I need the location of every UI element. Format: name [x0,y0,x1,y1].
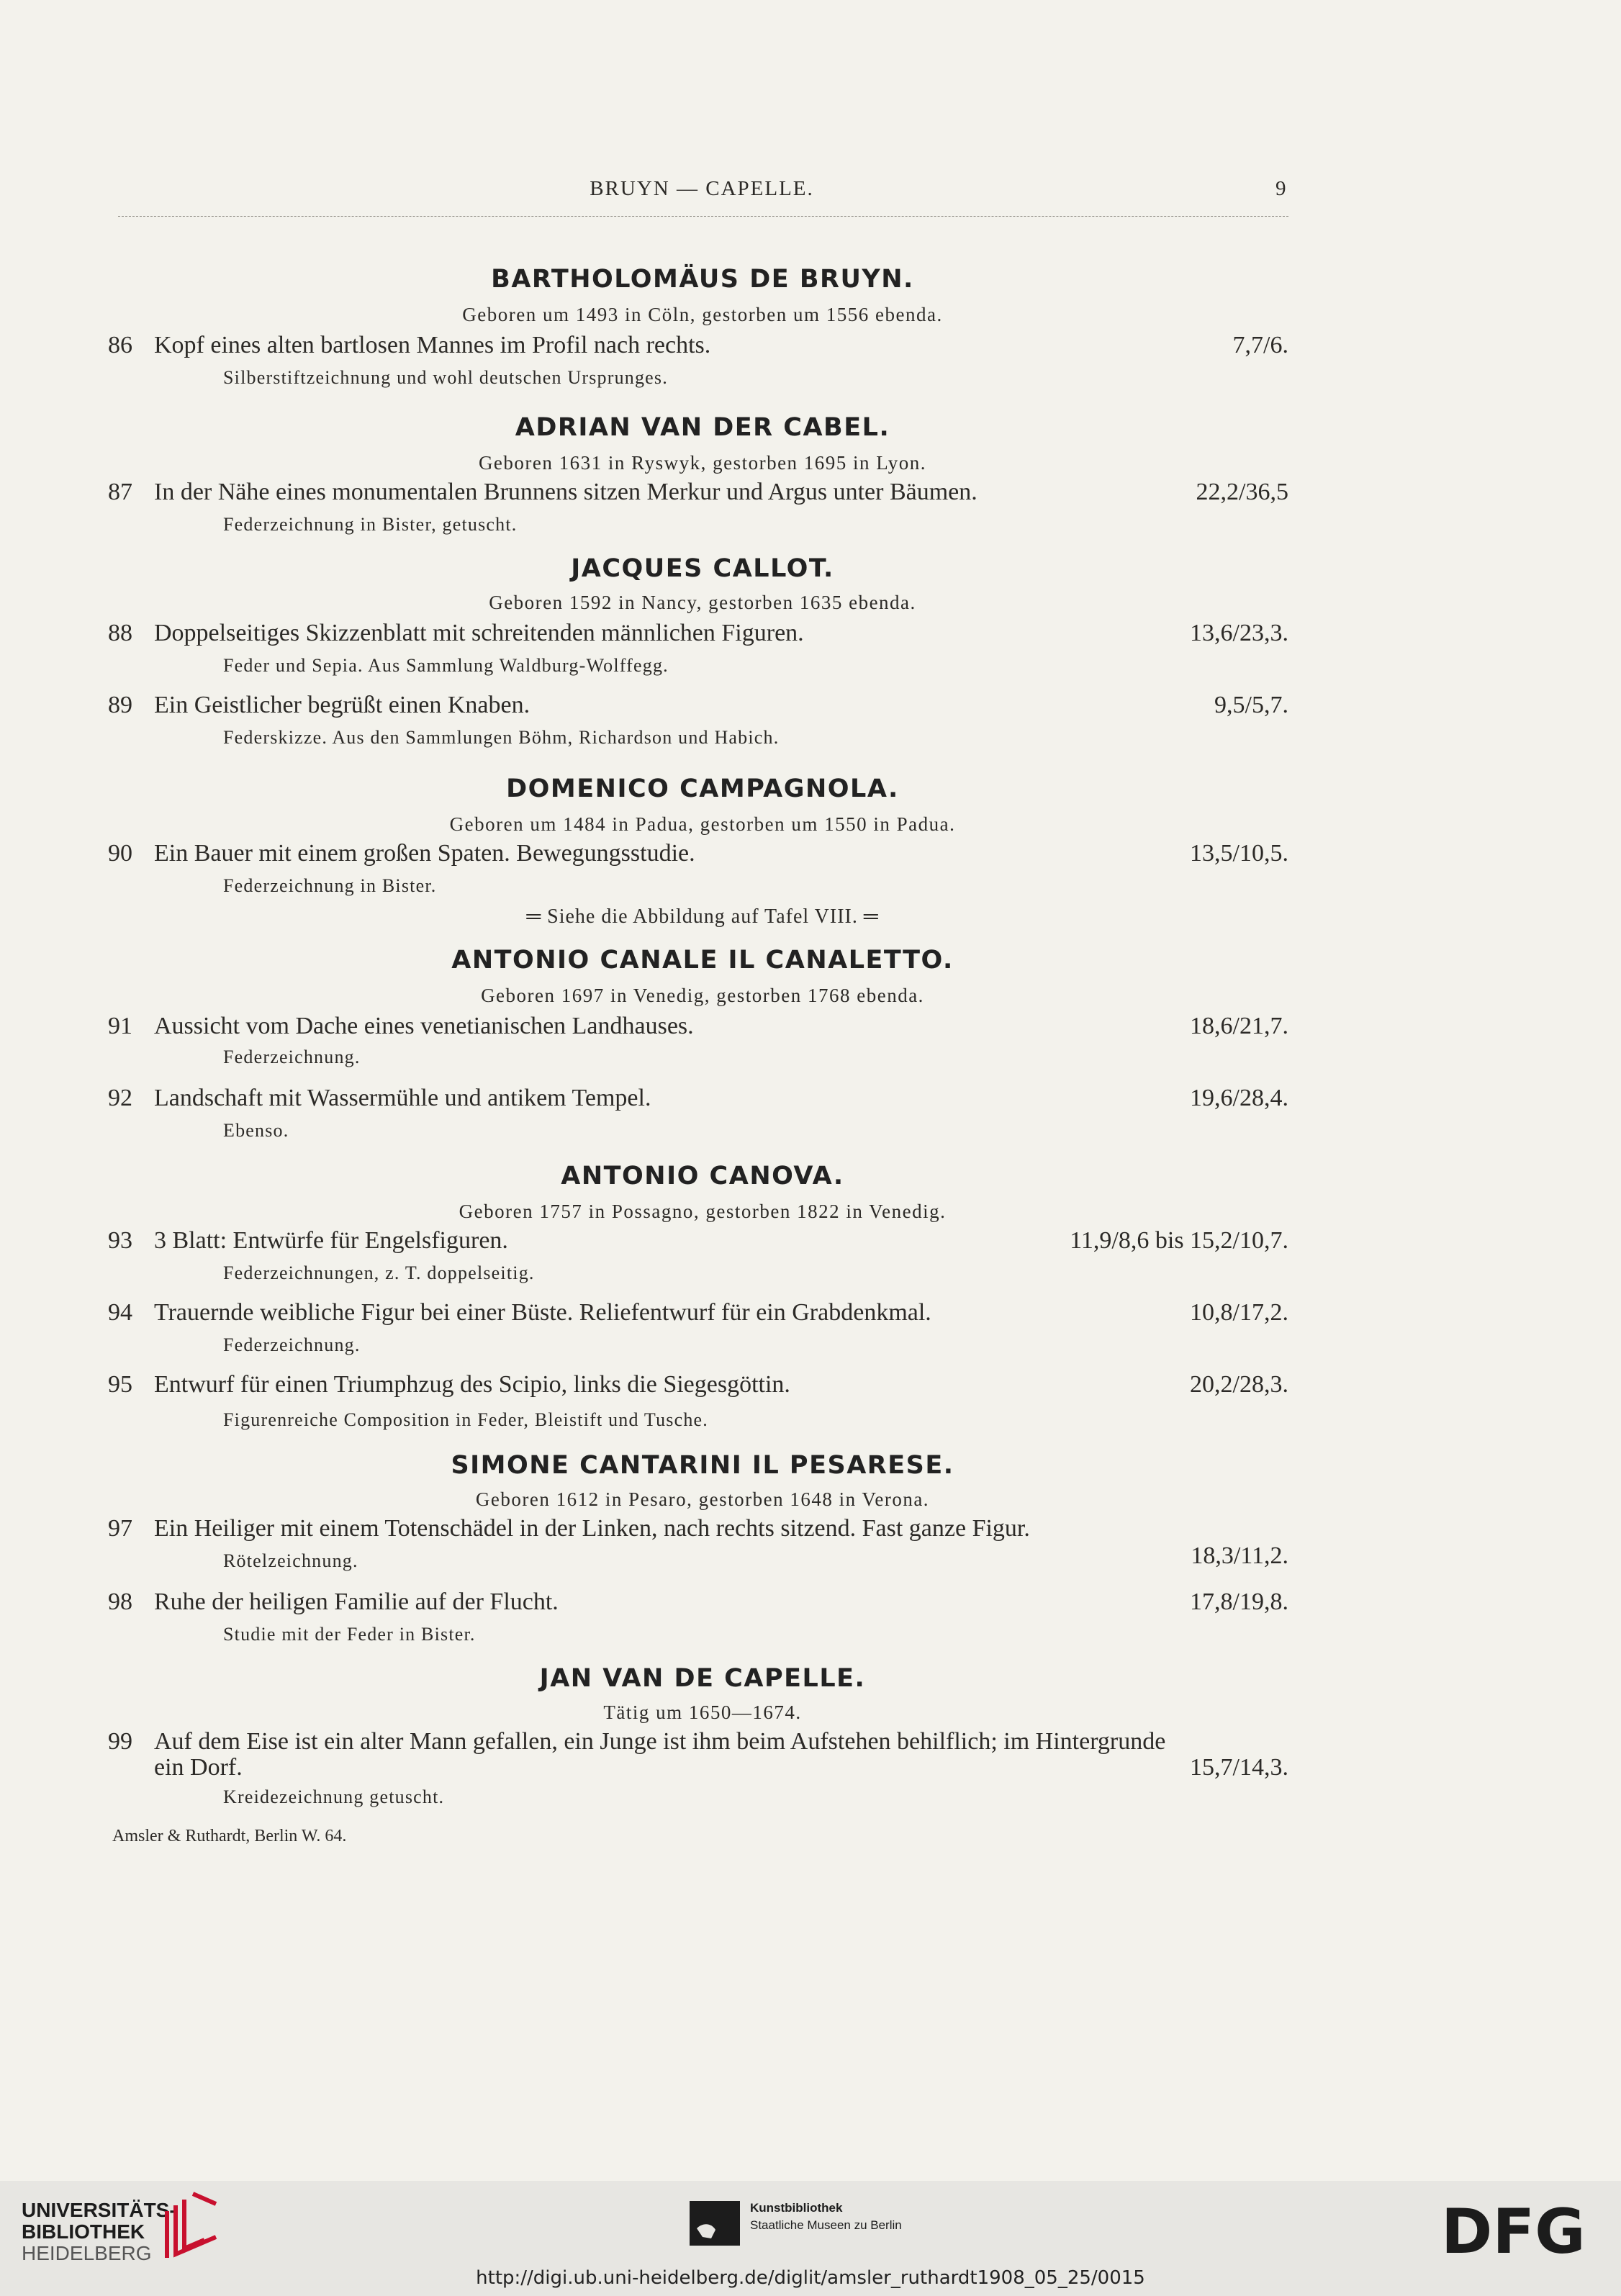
kb-line-1: Kunstbibliothek [750,2201,843,2215]
entry-dimensions: 9,5/5,7. [1214,692,1288,718]
artist-heading: ANTONIO CANOVA. [561,1162,844,1190]
artist-heading: BARTHOLOMÄUS DE BRUYN. [491,265,914,294]
entry-medium: Studie mit der Feder in Bister. [223,1624,476,1645]
entry-medium: Federzeichnung. [223,1334,361,1355]
entry-number: 94 [108,1299,132,1326]
entry-dimensions: 15,7/14,3. [1190,1754,1288,1781]
entry-dimensions: 22,2/36,5 [1196,479,1288,505]
ub-line-1: UNIVERSITÄTS- [22,2199,176,2221]
entry-number: 95 [108,1371,132,1398]
running-title: BRUYN — CAPELLE. [590,177,814,200]
artist-life-dates: Geboren um 1484 in Padua, gestorben um 1550 in Padua. [449,813,956,835]
entry-dimensions: 19,6/28,4. [1190,1085,1288,1111]
header-rule [118,216,1288,217]
artist-heading: SIMONE CANTARINI IL PESARESE. [451,1451,954,1480]
ub-line-2: BIBLIOTHEK [22,2220,145,2243]
page-number: 9 [1275,177,1286,200]
dfg-logo-icon [1441,2202,1599,2260]
entry-number: 89 [108,692,132,718]
entry-medium: Kreidezeichnung getuscht. [223,1786,445,1807]
entry-dimensions: 18,6/21,7. [1190,1013,1288,1039]
ub-heidelberg-logo-icon [160,2189,225,2261]
entry-number: 92 [108,1085,132,1111]
ub-line-3: HEIDELBERG [22,2242,152,2264]
entry-number: 93 [108,1227,132,1254]
entry-title: Ein Bauer mit einem großen Spaten. Bewegungsstudie. [154,840,695,867]
entry-title: Kopf eines alten bartlosen Mannes im Profil nach rechts. [154,332,711,358]
artist-life-dates: Geboren 1697 in Venedig, gestorben 1768 ebenda. [481,985,924,1006]
entry-medium: Federskizze. Aus den Sammlungen Böhm, Richardson und Habich. [223,727,780,748]
artist-life-dates: Geboren 1612 in Pesaro, gestorben 1648 in Verona. [475,1488,930,1510]
artist-life-dates: Geboren um 1493 in Cöln, gestorben um 1556 ebenda. [462,304,943,325]
entry-number: 91 [108,1013,132,1039]
entry-number: 99 [108,1728,132,1755]
entry-dimensions: 13,6/23,3. [1190,620,1288,646]
entry-title: Ruhe der heiligen Familie auf der Flucht. [154,1588,559,1615]
artist-heading: JACQUES CALLOT. [571,554,834,583]
entry-dimensions: 13,5/10,5. [1190,840,1288,867]
entry-number: 87 [108,479,132,505]
entry-title: Landschaft mit Wassermühle und antikem Tempel. [154,1085,651,1111]
plate-reference: ═ Siehe die Abbildung auf Tafel VIII. ═ [526,905,879,928]
entry-medium: Figurenreiche Composition in Feder, Bleistift und Tusche. [223,1409,708,1430]
printer-imprint: Amsler & Ruthardt, Berlin W. 64. [112,1827,347,1845]
entry-medium: Federzeichnung. [223,1047,361,1067]
entry-medium: Ebenso. [223,1120,289,1141]
entry-title: 3 Blatt: Entwürfe für Engelsfiguren. [154,1227,508,1254]
entry-dimensions: 11,9/8,6 bis 15,2/10,7. [1070,1227,1288,1254]
entry-title: In der Nähe eines monumentalen Brunnens sitzen Merkur und Argus unter Bäumen. [154,479,977,505]
entry-number: 86 [108,332,132,358]
artist-life-dates: Tätig um 1650—1674. [603,1701,802,1723]
artist-life-dates: Geboren 1757 in Possagno, gestorben 1822 in Venedig. [459,1201,947,1222]
entry-medium: Silberstiftzeichnung und wohl deutschen Ursprunges. [223,367,668,388]
kunstbibliothek-wordmark [750,2200,902,2234]
artist-heading: DOMENICO CAMPAGNOLA. [506,774,899,803]
entry-title: Ein Geistlicher begrüßt einen Knaben. [154,692,530,718]
entry-title: Doppelseitiges Skizzenblatt mit schreitenden männlichen Figuren. [154,620,804,646]
entry-medium: Rötelzeichnung. [223,1550,358,1571]
entry-medium: Federzeichnung in Bister. [223,875,437,896]
entry-medium: Feder und Sepia. Aus Sammlung Waldburg-Wolffegg. [223,655,669,676]
entry-number: 98 [108,1588,132,1615]
entry-medium: Federzeichnungen, z. T. doppelseitig. [223,1262,535,1283]
source-url[interactable]: http://digi.ub.uni-heidelberg.de/diglit/amsler_ruthardt1908_05_25/0015 [476,2267,1145,2289]
entry-dimensions: 18,3/11,2. [1191,1542,1288,1569]
entry-title: Trauernde weibliche Figur bei einer Büste. Reliefentwurf für ein Grabdenkmal. [154,1299,931,1326]
kb-line-2: Staatliche Museen zu Berlin [750,2218,902,2232]
entry-dimensions: 20,2/28,3. [1190,1371,1288,1398]
entry-title: Entwurf für einen Triumphzug des Scipio, links die Siegesgöttin. [154,1371,790,1398]
entry-dimensions: 10,8/17,2. [1190,1299,1288,1326]
entry-number: 88 [108,620,132,646]
artist-life-dates: Geboren 1592 in Nancy, gestorben 1635 ebenda. [489,592,916,613]
entry-number: 90 [108,840,132,867]
ub-heidelberg-wordmark [22,2200,176,2264]
artist-heading: ANTONIO CANALE IL CANALETTO. [451,946,954,975]
entry-dimensions: 17,8/19,8. [1190,1588,1288,1615]
kunstbibliothek-logo-icon [690,2201,740,2246]
artist-life-dates: Geboren 1631 in Ryswyk, gestorben 1695 in Lyon. [478,452,927,474]
svg-text:DFG: DFG [1441,2202,1586,2260]
entry-title: Aussicht vom Dache eines venetianischen Landhauses. [154,1013,694,1039]
entry-medium: Federzeichnung in Bister, getuscht. [223,514,518,535]
artist-heading: ADRIAN VAN DER CABEL. [515,413,890,442]
entry-dimensions: 7,7/6. [1232,332,1288,358]
entry-number: 97 [108,1515,132,1542]
entry-title: Ein Heiliger mit einem Totenschädel in der Linken, nach rechts sitzend. Fast ganze Figur. [154,1515,1030,1542]
entry-title: Auf dem Eise ist ein alter Mann gefallen, ein Junge ist ihm beim Aufstehen behilflich; im Hintergrunde ein Dorf. [154,1728,1166,1781]
artist-heading: JAN VAN DE CAPELLE. [539,1664,866,1693]
